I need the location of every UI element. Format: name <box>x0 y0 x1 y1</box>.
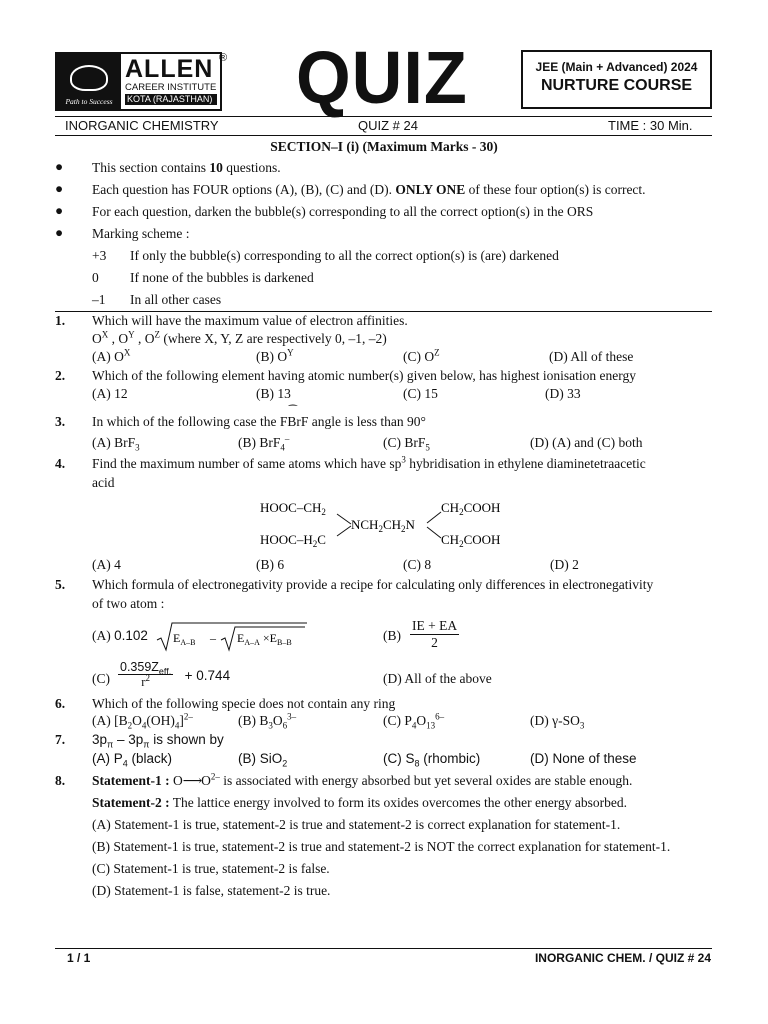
logo-brand: ALLEN <box>125 55 214 83</box>
instruction-3: For each question, darken the bubble(s) corresponding to all the correct option(s) in the ORS <box>92 204 594 219</box>
option-d[interactable]: (D) All of the above <box>383 671 492 686</box>
option-d[interactable]: (D) Statement-1 is false, statement-2 is true. <box>92 883 331 898</box>
question-text: Which will have the maximum value of electron affinities. <box>92 313 408 328</box>
instruction-1: This section contains 10 questions. <box>92 160 281 175</box>
registered-mark: ® <box>219 52 228 64</box>
scheme-mark: –1 <box>92 292 106 307</box>
svg-text:HOOC–H2C: HOOC–$H_2C$ <box>260 532 326 549</box>
edta-structure <box>255 496 525 556</box>
question-text: $3p_\pi - 3p_\pi$ is shown by <box>92 732 224 750</box>
option-c[interactable]: (C) Statement-1 is true, statement-2 is false. <box>92 861 330 876</box>
graduation-cap-icon <box>57 54 121 109</box>
option-d[interactable]: (D) $\gamma-SO_3$ <box>530 713 585 731</box>
option-c[interactable]: (C) 15 <box>403 386 438 401</box>
svg-text:CH2COOH: $CH_2COOH$ <box>441 500 501 517</box>
scheme-mark: +3 <box>92 248 107 263</box>
option-c[interactable]: (C) <box>92 671 110 686</box>
option-b[interactable]: (B) $O^Y$ <box>256 347 294 364</box>
scheme-mark: 0 <box>92 270 99 285</box>
question-number: 7. <box>55 732 66 747</box>
question-text-cont: of two atom : <box>92 596 165 611</box>
option-c[interactable]: (C) $P_4O_{13}^{6-}$ <box>383 711 445 731</box>
option-c-formula: $\frac{0.359Z_{eff.}}{r^2}$ + 0.744 <box>120 660 231 689</box>
logo-tagline: Path to Success <box>65 97 113 106</box>
option-c[interactable]: (C) $S_8$ (rhombic) <box>383 751 481 769</box>
bullet-icon: ● <box>55 181 64 196</box>
section-title: SECTION–I (i) (Maximum Marks - 30) <box>270 139 498 154</box>
page-title: QUIZ <box>296 36 468 119</box>
option-a[interactable]: (A) 12 <box>92 386 128 401</box>
option-c[interactable]: (C) $O^Z$ <box>403 347 440 364</box>
footer-divider <box>55 948 712 949</box>
option-a[interactable]: (A) 0.102 <box>92 628 148 643</box>
option-a[interactable]: (A) 4 <box>92 557 121 572</box>
option-a[interactable]: (A) BrF$_3$ <box>92 435 140 453</box>
question-number: 2. <box>55 368 66 383</box>
question-number: 5. <box>55 577 66 592</box>
statement-1: Statement-1 : $O⟶O^{2-}$ is associated with energy absorbed but yet several oxides are stable enough. <box>92 771 633 788</box>
question-number: 3. <box>55 414 66 429</box>
option-a[interactable]: (A) Statement-1 is true, statement-2 is true and statement-2 is correct explanation for statement-1. <box>92 817 621 832</box>
statement-2: Statement-2 : The lattice energy involved to form its oxides overcomes the other energy absorbed. <box>92 795 627 810</box>
logo-city: KOTA (RAJASTHAN) <box>125 94 217 105</box>
scheme-text: If only the bubble(s) corresponding to all the correct option(s) is (are) darkened <box>130 248 559 263</box>
course-name: NURTURE COURSE <box>540 77 693 94</box>
bullet-icon: ● <box>55 203 64 218</box>
exam-name: JEE (Main + Advanced) 2024 <box>535 60 698 74</box>
question-formula: $O^X$ , $O^Y$ , $O^Z$ (where X, Y, Z are respectively 0, –1, –2) <box>92 329 387 346</box>
option-d[interactable]: (D) None of these <box>530 751 637 766</box>
instruction-2: Each question has FOUR options (A), (B), (C) and (D). ONLY ONE of these four option(s) is correct. <box>92 182 646 197</box>
option-c[interactable]: (C) BrF$_5$ <box>383 435 430 453</box>
sqrt-formula <box>155 620 310 654</box>
footer-label: INORGANIC CHEM. / QUIZ # 24 <box>534 951 711 965</box>
subject-bar <box>55 116 712 136</box>
option-b[interactable]: (B) BrF$_4$– <box>238 433 290 453</box>
option-a[interactable]: (A) $P_4$ (black) <box>92 751 173 769</box>
option-d[interactable]: (D) 33 <box>545 386 581 401</box>
svg-text:EA–A ×EB–B: $E_{A-A} \times E_{B-B}$ <box>237 631 292 647</box>
instruction-4: Marking scheme : <box>92 226 190 241</box>
question-number: 4. <box>55 456 66 471</box>
option-c[interactable]: (C) 8 <box>403 557 432 572</box>
svg-text:NCH2CH2N: $NCH_2CH_2N$ <box>351 517 415 534</box>
question-text: Which of the following specie does not contain any ring <box>92 696 396 711</box>
option-d[interactable]: (D) All of these <box>549 349 634 364</box>
option-a[interactable]: (A) $O^X$ <box>92 347 131 364</box>
option-b[interactable]: (B) SiO$_2$ <box>238 751 288 769</box>
allen-logo <box>55 52 222 111</box>
angle-arc-icon: ⁀ <box>288 406 297 417</box>
question-text: In which of the following case the ⁀ FBrF angle is less than 90° <box>92 406 426 429</box>
question-text: Find the maximum number of same atoms which have $sp^3$ hybridisation in ethylene diaminetetraacetic <box>92 454 646 471</box>
course-box <box>521 50 712 109</box>
time-limit: TIME : 30 Min. <box>608 118 693 133</box>
divider <box>55 311 712 312</box>
subject-name: INORGANIC CHEMISTRY <box>65 118 219 133</box>
scheme-text: If none of the bubbles is darkened <box>130 270 314 285</box>
svg-text:EA–B: $E_{A-B}$ <box>173 631 196 647</box>
option-b[interactable]: (B) Statement-1 is true, statement-2 is true and statement-2 is NOT the correct explanation for statement-1. <box>92 839 671 854</box>
question-text-cont: acid <box>92 475 115 490</box>
quiz-number: QUIZ # 24 <box>358 118 418 133</box>
option-b[interactable]: (B) 13 <box>256 386 291 401</box>
page-number: 1 / 1 <box>67 951 91 965</box>
question-number: 6. <box>55 696 66 711</box>
option-b[interactable]: (B) $B_3O_6^{3-}$ <box>238 711 297 731</box>
option-d[interactable]: (D) (A) and (C) both <box>530 435 643 450</box>
svg-text:CH2COOH: $CH_2COOH$ <box>441 532 501 549</box>
svg-text:–: – <box>210 631 216 645</box>
question-text: Which formula of electronegativity provide a recipe for calculating only differences in electronegativity <box>92 577 654 592</box>
bullet-icon: ● <box>55 159 64 174</box>
option-b[interactable]: (B) <box>383 628 401 643</box>
svg-text:HOOC–CH2: HOOC–$CH_2$ <box>260 500 326 517</box>
question-text: Which of the following element having atomic number(s) given below, has highest ionisation energy <box>92 368 636 383</box>
option-b[interactable]: (B) 6 <box>256 557 285 572</box>
question-number: 1. <box>55 313 66 328</box>
bullet-icon: ● <box>55 225 64 240</box>
logo-subtitle: CAREER INSTITUTE <box>125 82 217 93</box>
option-d[interactable]: (D) 2 <box>550 557 579 572</box>
option-b-formula: $\frac{IE + EA}{2}$ <box>412 618 458 650</box>
question-number: 8. <box>55 773 66 788</box>
scheme-text: In all other cases <box>130 292 222 307</box>
option-a[interactable]: (A) $[B_2O_4(OH)_4]^{2-}$ <box>92 711 193 731</box>
